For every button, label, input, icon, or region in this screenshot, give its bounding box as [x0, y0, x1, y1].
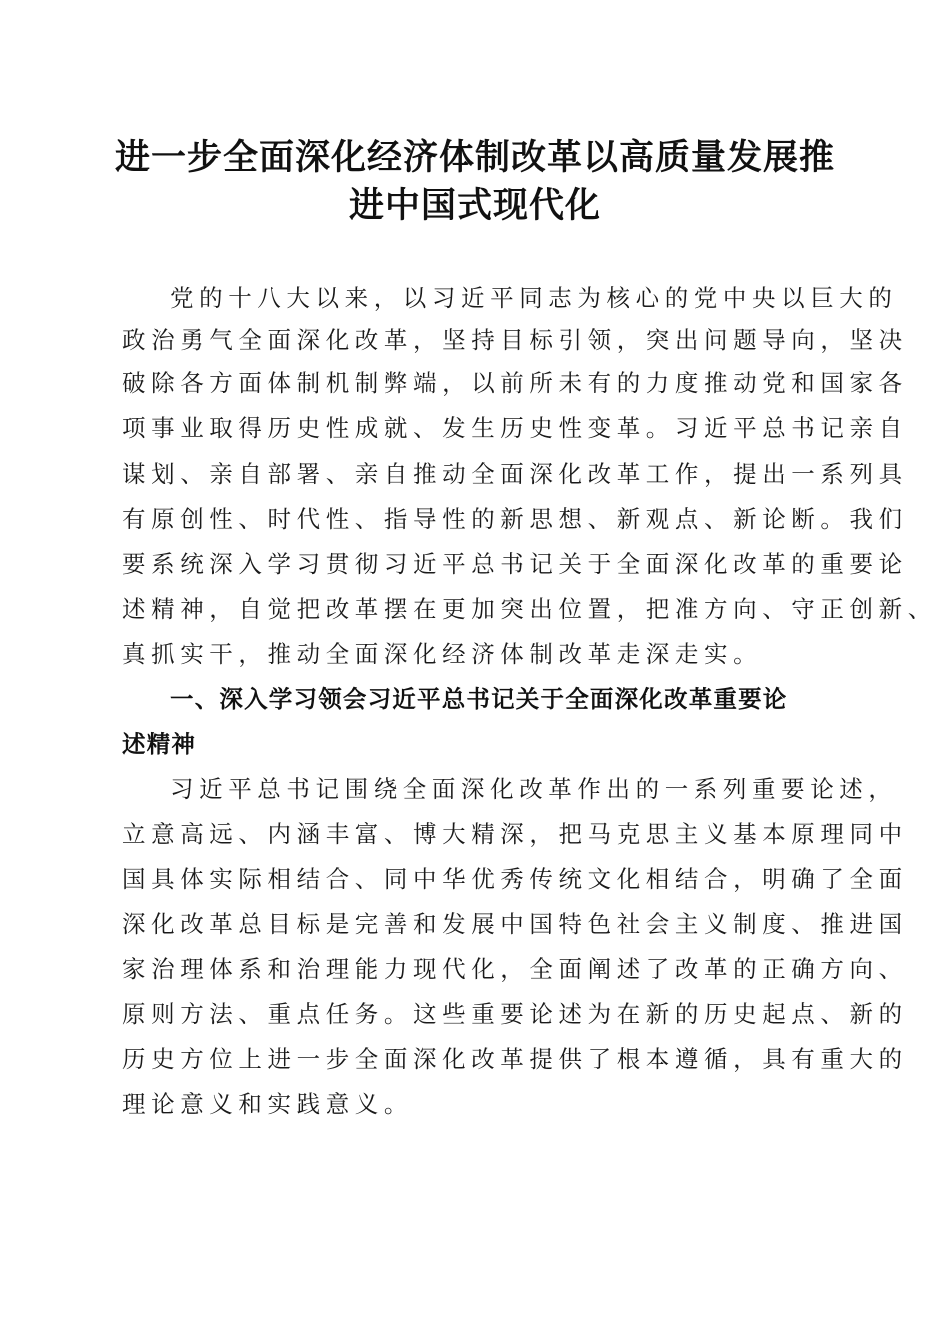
paragraph-2-line: 深化改革总目标是完善和发展中国特色社会主义制度、推进国 — [122, 910, 908, 938]
paragraph-2-line: 原则方法、重点任务。这些重要论述为在新的历史起点、新的 — [122, 1000, 908, 1028]
paragraph-1-line: 谋划、亲自部署、亲自推动全面深化改革工作，提出一系列具 — [122, 460, 908, 488]
paragraph-2-line: 国具体实际相结合、同中华优秀传统文化相结合，明确了全面 — [122, 865, 908, 893]
paragraph-1-line: 真抓实干，推动全面深化经济体制改革走深走实。 — [122, 640, 763, 668]
paragraph-1-line: 项事业取得历史性成就、发生历史性变革。习近平总书记亲自 — [122, 414, 908, 442]
title-line-2: 进中国式现代化 — [348, 185, 601, 226]
paragraph-1-line: 要系统深入学习贯彻习近平总书记关于全面深化改革的重要论 — [122, 550, 908, 578]
paragraph-2-line: 家治理体系和治理能力现代化，全面阐述了改革的正确方向、 — [122, 955, 908, 983]
paragraph-2-line: 历史方位上进一步全面深化改革提供了根本遵循，具有重大的 — [122, 1045, 908, 1073]
paragraph-2-line: 习近平总书记围绕全面深化改革作出的一系列重要论述， — [170, 775, 898, 803]
paragraph-2-line: 立意高远、内涵丰富、博大精深，把马克思主义基本原理同中 — [122, 820, 908, 848]
section-heading-line: 一、深入学习领会习近平总书记关于全面深化改革重要论 — [170, 685, 788, 713]
paragraph-1-line: 政治勇气全面深化改革，坚持目标引领，突出问题导向，坚决 — [122, 326, 908, 354]
paragraph-1-line: 有原创性、时代性、指导性的新思想、新观点、新论断。我们 — [122, 505, 908, 533]
section-heading-line: 述精神 — [122, 730, 197, 758]
paragraph-1-line: 破除各方面体制机制弊端，以前所未有的力度推动党和国家各 — [122, 369, 908, 397]
paragraph-1-line: 述精神，自觉把改革摆在更加突出位置，把准方向、守正创新、 — [122, 595, 937, 623]
title-line-1: 进一步全面深化经济体制改革以高质量发展推 — [114, 137, 835, 178]
paragraph-1-line: 党的十八大以来，以习近平同志为核心的党中央以巨大的 — [170, 284, 898, 312]
paragraph-2-line: 理论意义和实践意义。 — [122, 1090, 413, 1118]
